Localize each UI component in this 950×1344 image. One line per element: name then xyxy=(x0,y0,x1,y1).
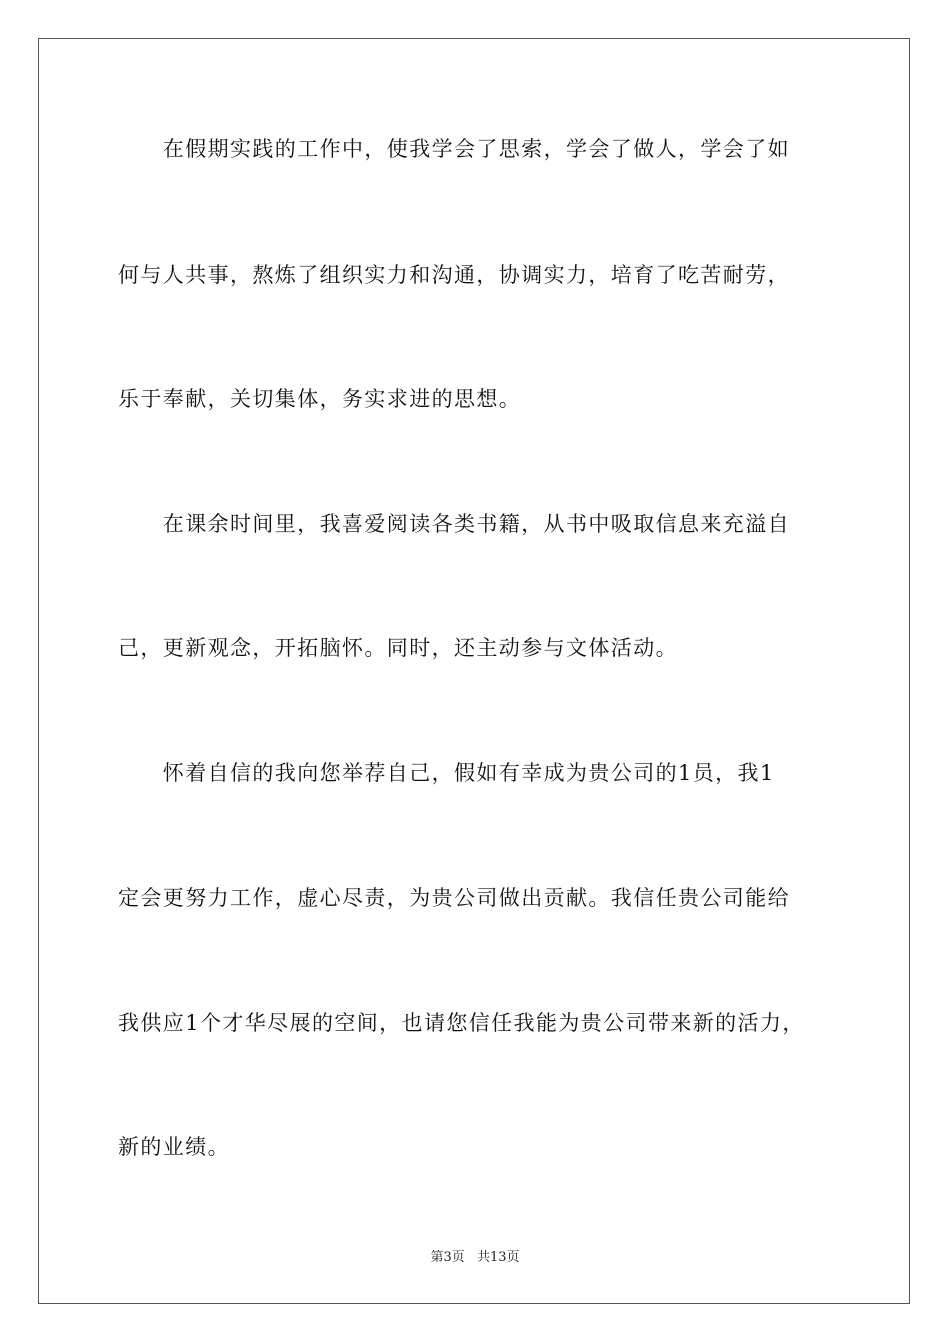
text-line: 新的业绩。 xyxy=(118,1135,230,1159)
text-line: 乐于奉献，关切集体，务实求进的思想。 xyxy=(118,387,522,411)
page-number: 第3页 xyxy=(430,1250,465,1265)
text-line: 怀着自信的我向您举荐自己，假如有幸成为贵公司的1员，我1 xyxy=(118,761,775,785)
text-line: 己，更新观念，开拓脑怀。同时，还主动参与文体活动。 xyxy=(118,636,678,660)
text-line: 在课余时间里，我喜爱阅读各类书籍，从书中吸取信息来充溢自 xyxy=(118,512,790,536)
text-line: 定会更努力工作，虚心尽责，为贵公司做出贡献。我信任贵公司能给 xyxy=(118,886,790,910)
text-line: 在假期实践的工作中，使我学会了思索，学会了做人，学会了如 xyxy=(118,137,790,161)
page-border xyxy=(38,38,910,1304)
text-line: 我供应1个才华尽展的空间，也请您信任我能为贵公司带来新的活力， xyxy=(118,1011,805,1035)
page-total: 共13页 xyxy=(476,1250,520,1265)
text-line: 何与人共事，熬炼了组织实力和沟通，协调实力，培育了吃苦耐劳， xyxy=(118,263,790,287)
page-footer xyxy=(0,1250,950,1266)
